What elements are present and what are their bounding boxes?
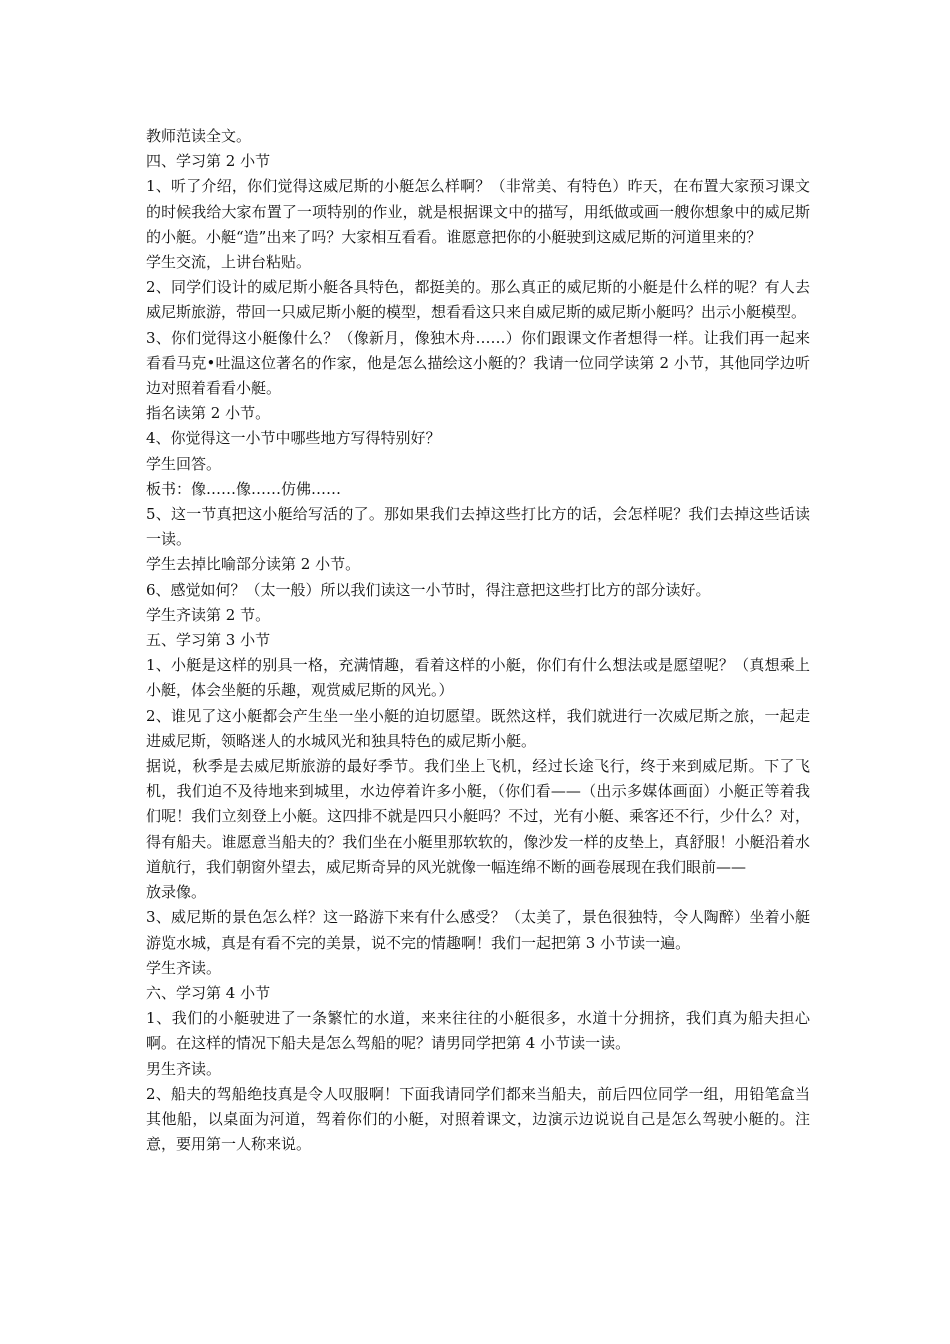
paragraph-read-aloud: 教师范读全文。 xyxy=(146,127,252,145)
paragraph: 学生去掉比喻部分读第 2 小节。 xyxy=(146,555,361,574)
paragraph: 据说，秋季是去威尼斯旅游的最好季节。我们坐上飞机，经过长途飞行，终于来到威尼斯。下了飞机，我们迫不及待地来到城里，水边停着许多小艇，（你们看——（出示多媒体画面）小艇正等着我们呢！我们立刻登上小艇。这四排不就是四只小艇吗？不过，光有小艇、乘客还不行，少什么？对，得有船夫。谁愿意当船夫的？我们坐在小艇里那软软的，像沙发一样的皮垫上，真舒服！小艇沿着水道航行，我们朝窗外望去，威尼斯奇异的风光就像一幅连绵不断的画卷展现在我们眼前—— xyxy=(146,757,810,876)
paragraph: 学生齐读。 xyxy=(146,958,222,977)
paragraph: 5、这一节真把这小艇给写活的了。那如果我们去掉这些打比方的话，会怎样呢？我们去掉这些话读一读。 xyxy=(146,505,810,549)
paragraph: 学生齐读第 2 节。 xyxy=(146,605,271,624)
paragraph: 2、船夫的驾船绝技真是令人叹服啊！下面我请同学们都来当船夫，前后四位同学一组，用铅笔盒当其他船，以桌面为河道，驾着你们的小艇，对照着课文，边演示边说说自己是怎么驾驶小艇的。注意，要用第一人称来说。 xyxy=(146,1084,810,1154)
paragraph: 男生齐读。 xyxy=(146,1059,222,1078)
paragraph: 3、威尼斯的景色怎么样？这一路游下来有什么感受？（太美了，景色很独特，令人陶醉）坐着小艇游览水城，真是有看不完的美景，说不完的情趣啊！我们一起把第 3 小节读一遍。 xyxy=(146,908,810,952)
paragraph: 指名读第 2 小节。 xyxy=(146,404,271,423)
document-page xyxy=(146,124,810,1157)
section-heading-6: 六、学习第 4 小节 xyxy=(146,983,271,1002)
paragraph-board-writing: 板书：像……像……仿佛…… xyxy=(146,479,342,498)
section-heading-4: 四、学习第 2 小节 xyxy=(146,152,271,171)
section-heading-5: 五、学习第 3 小节 xyxy=(146,631,271,650)
paragraph: 1、听了介绍，你们觉得这威尼斯的小艇怎么样啊？（非常美、有特色）昨天，在布置大家预习课文的时候我给大家布置了一项特别的作业，就是根据课文中的描写，用纸做或画一艘你想象中的威尼斯的小艇。小艇“造”出来了吗？大家相互看看。谁愿意把你的小艇驶到这威尼斯的河道里来的？ xyxy=(146,177,810,246)
paragraph: 6、感觉如何？（太一般）所以我们读这一小节时，得注意把这些打比方的部分读好。 xyxy=(146,580,711,599)
paragraph: 1、小艇是这样的别具一格，充满情趣，看着这样的小艇，你们有什么想法或是愿望呢？（真想乘上小艇，体会坐艇的乐趣，观赏威尼斯的风光。） xyxy=(146,656,810,700)
paragraph: 放录像。 xyxy=(146,883,207,902)
paragraph: 4、你觉得这一小节中哪些地方写得特别好？ xyxy=(146,429,441,448)
paragraph: 学生回答。 xyxy=(146,454,222,473)
paragraph: 3、你们觉得这小艇像什么？（像新月，像独木舟……）你们跟课文作者想得一样。让我们再一起来看看马克•吐温这位著名的作家，他是怎么描绘这小艇的？我请一位同学读第 2 小节，其他同学边听边对照着看看小艇。 xyxy=(146,328,810,398)
paragraph: 1、我们的小艇驶进了一条繁忙的水道，来来往往的小艇很多，水道十分拥挤，我们真为船夫担心啊。在这样的情况下船夫是怎么驾船的呢？请男同学把第 4 小节读一读。 xyxy=(146,1009,810,1053)
paragraph: 2、谁见了这小艇都会产生坐一坐小艇的迫切愿望。既然这样，我们就进行一次威尼斯之旅，一起走进威尼斯，领略迷人的水城风光和独具特色的威尼斯小艇。 xyxy=(146,706,810,750)
paragraph: 学生交流，上讲台粘贴。 xyxy=(146,253,312,272)
paragraph: 2、同学们设计的威尼斯小艇各具特色，都挺美的。那么真正的威尼斯的小艇是什么样的呢？有人去威尼斯旅游，带回一只威尼斯小艇的模型，想看看这只来自威尼斯的威尼斯小艇吗？出示小艇模型。 xyxy=(146,278,810,322)
